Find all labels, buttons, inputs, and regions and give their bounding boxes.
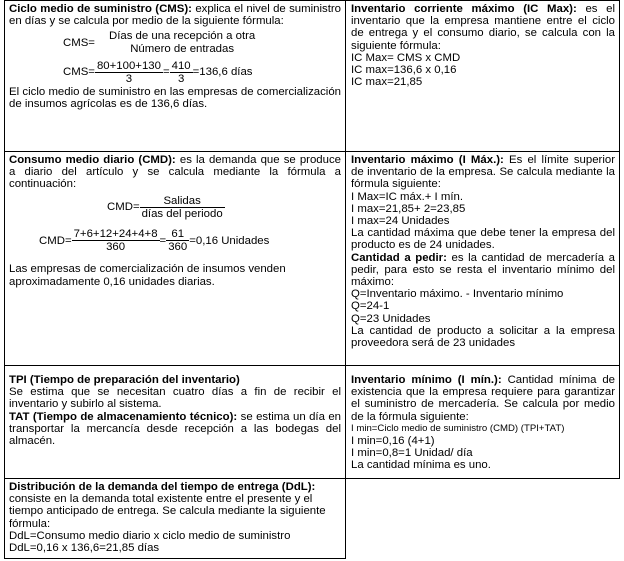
- cmd-intro: es la demanda que se produce a diario del artículo y se calcula mediante la fórmula a continuación:: [9, 154, 342, 191]
- tpi-heading: TPI (Tiempo de preparación del inventario): [9, 374, 240, 386]
- cms-intro: explica el nivel de suministro en días y se calcula por medio de la siguiente fórmula:: [9, 3, 341, 28]
- tat-text: se estima un día en transportar la mercancía desde recepción a las bodegas del almacén.: [9, 410, 342, 448]
- tat-paragraph: [9, 411, 341, 448]
- cms-calc-fraction-1: [95, 60, 163, 85]
- cmd-calc-numerator-1: 7+6+12+24+4+8: [73, 228, 158, 241]
- imax-text-2: La cantidad de producto a solicitar a la empresa proveedora será de 23 unidades: [351, 324, 615, 350]
- imin-cell: [346, 366, 619, 478]
- cmd-calc-denominator-1: 360: [72, 240, 160, 253]
- icmax-cell: [346, 1, 619, 151]
- cms-formula-numerator: Días de una recepción a otra: [108, 30, 256, 43]
- cms-calc-result: =136,6 días: [192, 66, 253, 79]
- cms-calc-fraction-2: [170, 60, 193, 85]
- imin-intro: Cantidad mínima de existencia que la empresa requiere para garantizar el suministro de mercadería. Se calcula por medio de la fórmula siguiente:: [351, 374, 615, 423]
- cmd-calculation: [39, 228, 341, 253]
- imin-line-1: I min=Ciclo medio de suministro (CMD) (TPI+TAT): [351, 422, 565, 434]
- table-border-right: [619, 0, 620, 479]
- tat-heading: TAT (Tiempo de almacenamiento técnico):: [9, 410, 238, 423]
- cms-formula-lhs: CMS=: [63, 36, 95, 49]
- cmd-cell: [4, 152, 345, 365]
- imax-line-6: Q=23 Unidades: [351, 312, 431, 325]
- imax-pedir-heading: Cantidad a pedir:: [351, 251, 447, 264]
- imax-line-2: I max=21,85+ 2=23,85: [351, 202, 466, 215]
- cms-calculation: [63, 60, 341, 85]
- cmd-calc-fraction-1: [72, 228, 160, 253]
- imax-cell: [346, 152, 619, 365]
- cmd-heading: Consumo medio diario (CMD):: [9, 154, 176, 166]
- cms-intro-paragraph: [9, 3, 341, 27]
- imin-heading: Inventario mínimo (I mín.):: [351, 374, 502, 386]
- imax-intro: Es el límite superior de inventario de la empresa. Se calcula mediante la fórmula siguiente:: [351, 154, 615, 191]
- cmd-calc-numerator-2: 61: [171, 228, 185, 241]
- cms-cell: [4, 1, 345, 151]
- cms-formula: [63, 30, 341, 54]
- cms-calc-denominator-1: 3: [95, 72, 163, 85]
- table-border-bottom: [4, 558, 346, 559]
- tpi-cell: [4, 366, 345, 478]
- cmd-calc-fraction-2: [166, 228, 189, 253]
- cmd-formula-denominator: días del periodo: [141, 207, 223, 220]
- cmd-intro-paragraph: [9, 154, 341, 191]
- ddl-intro: consiste en la demanda total existente entre el presente y el tiempo anticipado de entrega. Se calcula mediante la siguiente fórmula:: [9, 493, 326, 530]
- imax-line-4: Q=Inventario máximo. - Inventario mínimo: [351, 288, 564, 301]
- ddl-line-1: DdL=Consumo medio diario x ciclo medio de suministro: [9, 529, 291, 542]
- imin-intro-paragraph: [351, 374, 615, 423]
- imax-text-1: La cantidad máxima que debe tener la empresa del producto es de 24 unidades.: [351, 227, 615, 252]
- imin-line-2: I min=0,16 (4+1): [351, 435, 435, 448]
- cmd-calc-lhs: CMD=: [39, 234, 72, 247]
- icmax-heading: Inventario corriente máximo (IC Max):: [351, 3, 577, 15]
- icmax-line-1: IC Max= CMS x CMD: [351, 51, 461, 64]
- imax-intro-paragraph: [351, 154, 615, 191]
- imax-line-5: Q=24-1: [351, 300, 390, 313]
- tpi-text: Se estima que se necesitan cuatro días a fin de recibir el inventario y subirlo al sistema.: [9, 386, 341, 411]
- cms-calc-lhs: CMS=: [63, 66, 95, 79]
- cms-formula-denominator: Número de entradas: [130, 42, 235, 55]
- imax-pedir-text: es la cantidad de mercadería a pedir, para esto se resta el inventario mínimo del máximo:: [351, 251, 615, 289]
- icmax-line-2: IC max=136,6 x 0,16: [351, 64, 457, 77]
- cmd-formula: [107, 195, 341, 220]
- cms-formula-fraction: [107, 30, 257, 54]
- cms-calc-equals: =: [162, 66, 170, 79]
- cmd-formula-fraction: [140, 195, 225, 220]
- imax-heading: Inventario máximo (I Máx.):: [351, 154, 504, 166]
- cms-conclusion: El ciclo medio de suministro en las empresas de comercialización de insumos agrícolas es de 136,6 días.: [9, 86, 341, 111]
- icmax-line-3: IC max=21,85: [351, 76, 423, 89]
- cms-calc-numerator-1: 80+100+130: [96, 59, 161, 72]
- imax-line-3: I max=24 Unidades: [351, 215, 450, 228]
- ddl-intro-paragraph: [9, 481, 341, 530]
- formula-table: [4, 0, 620, 561]
- ddl-heading: Distribución de la demanda del tiempo de entrega (DdL):: [9, 481, 316, 493]
- imax-pedir-paragraph: [351, 252, 615, 289]
- ddl-line-2: DdL=0,16 x 136,6=21,85 días: [9, 542, 160, 555]
- icmax-intro-paragraph: [351, 3, 615, 52]
- cmd-calc-result: =0,16 Unidades: [189, 234, 270, 247]
- cmd-calc-equals: =: [159, 234, 167, 247]
- imin-line-3: I min=0,8=1 Unidad/ día: [351, 447, 473, 460]
- imin-line-4: La cantidad mínima es uno.: [351, 459, 491, 472]
- cms-heading: Ciclo medio de suministro (CMS):: [9, 3, 192, 15]
- cmd-formula-numerator: Salidas: [163, 194, 201, 207]
- cmd-formula-lhs: CMD=: [107, 201, 140, 214]
- cms-calc-numerator-2: 410: [171, 59, 191, 72]
- icmax-intro: es el inventario que la empresa mantiene entre el ciclo de entrega y el consumo diario, se calcula con la siguiente fórmula:: [351, 3, 615, 52]
- cmd-conclusion: Las empresas de comercialización de insumos venden aproximadamente 0,16 unidades diarias.: [9, 263, 286, 288]
- ddl-cell: [4, 479, 345, 558]
- cmd-calc-denominator-2: 360: [168, 241, 188, 254]
- imax-line-1: I Max=IC máx.+ I mín.: [351, 190, 464, 203]
- cms-calc-denominator-2: 3: [170, 72, 193, 85]
